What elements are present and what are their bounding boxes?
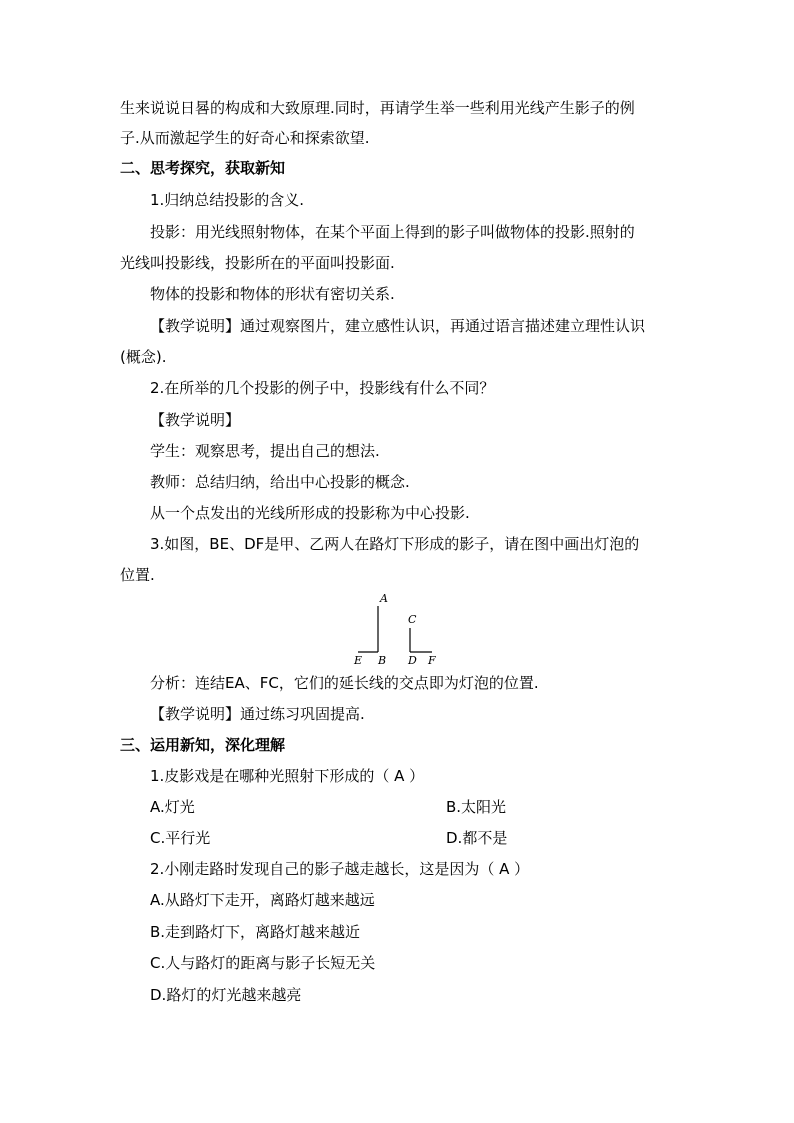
teaching-note: 【教学说明】通过观察图片，建立感性认识，再通过语言描述建立理性认识 [150,317,646,335]
label-b: B [378,654,387,667]
option-c: C.人与路灯的距离与影子长短无关 [150,954,376,972]
option-a: A.灯光 [150,798,195,816]
exercise-1: 1.皮影戏是在哪种光照射下形成的（ A ） [150,767,425,785]
option-c: C.平行光 [150,829,211,847]
relation-line: 物体的投影和物体的形状有密切关系. [150,285,395,303]
option-d: D.都不是 [446,829,508,847]
exercise-1-options [150,828,508,848]
option-d: D.路灯的灯光越来越亮 [150,986,302,1004]
option-b: B.走到路灯下，离路灯越来越近 [150,923,361,941]
label-d: D [408,654,417,667]
section-heading-2: 二、思考探究，获取新知 [120,159,286,177]
teaching-note: 【教学说明】通过练习巩固提高. [150,705,365,723]
option-b: B.太阳光 [446,798,507,816]
center-projection-line: 从一个点发出的光线所形成的投影称为中心投影. [150,504,470,522]
exercise-2: 2.小刚走路时发现自己的影子越走越长，这是因为（ A ） [150,860,530,878]
label-f: F [428,654,436,667]
label-a: A [380,592,388,605]
label-e: E [354,654,363,667]
exercise-1-options [150,797,507,817]
teaching-note: 【教学说明】 [150,411,241,429]
question-3: 3.如图，BE、DF是甲、乙两人在路灯下形成的影子，请在图中画出灯泡的 [150,535,640,553]
teaching-note: (概念). [120,348,167,366]
section-heading-3: 三、运用新知，深化理解 [120,736,286,754]
question-3: 位置. [120,566,155,584]
question-1: 1.归纳总结投影的含义. [150,191,305,209]
definition-line: 光线叫投影线，投影所在的平面叫投影面. [120,254,395,272]
teacher-line: 教师：总结归纳，给出中心投影的概念. [150,473,410,491]
shadow-figure [340,588,460,668]
paragraph-line: 子.从而激起学生的好奇心和探索欲望. [120,129,370,147]
question-2: 2.在所举的几个投影的例子中，投影线有什么不同？ [150,379,495,397]
paragraph-line: 生来说说日晷的构成和大致原理.同时，再请学生举一些利用光线产生影子的例 [120,99,635,117]
definition-line: 投影：用光线照射物体，在某个平面上得到的影子叫做物体的投影.照射的 [150,223,635,241]
option-a: A.从路灯下走开，离路灯越来越远 [150,891,375,909]
student-line: 学生：观察思考，提出自己的想法. [150,442,380,460]
analysis-line: 分析：连结EA、FC，它们的延长线的交点即为灯泡的位置. [150,674,539,692]
label-c: C [408,613,417,626]
